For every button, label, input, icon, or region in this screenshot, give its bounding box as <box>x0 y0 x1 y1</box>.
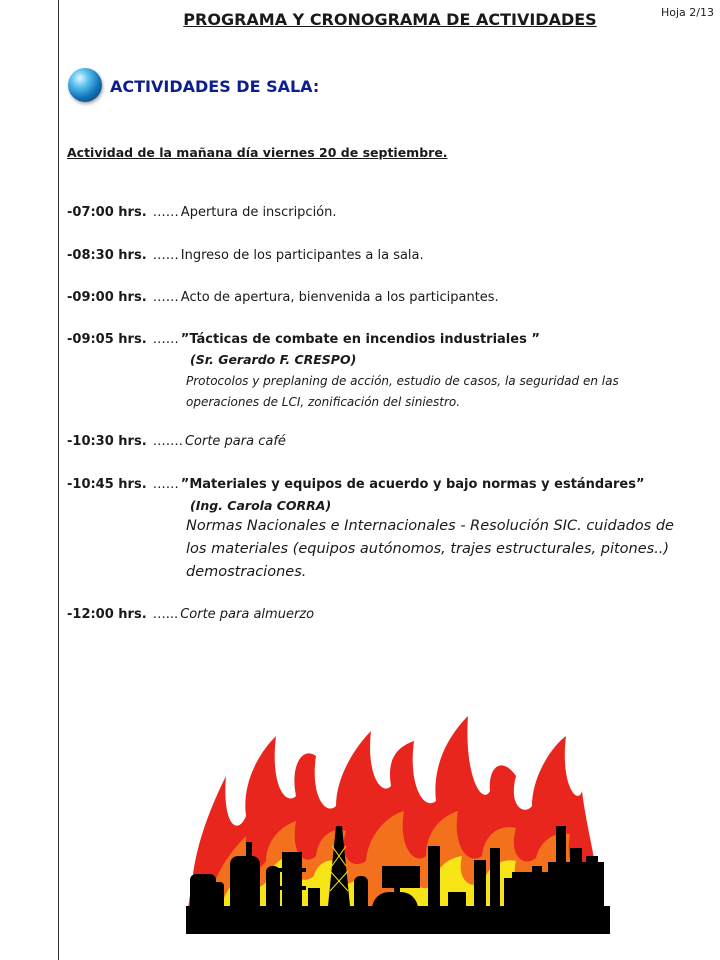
schedule-item <box>67 607 314 622</box>
schedule-item-talk <box>67 332 540 347</box>
schedule-item-talk <box>67 477 645 492</box>
talk-title: ”Materiales y equipos de acuerdo y bajo normas y estándares” <box>180 477 645 492</box>
schedule-leader: …… <box>152 332 179 347</box>
talk-detail-line: Normas Nacionales e Internacionales - Resolución SIC. cuidados de <box>186 518 674 534</box>
schedule-item <box>67 290 499 305</box>
schedule-time: -10:30 hrs. <box>67 434 147 449</box>
schedule-leader: ……. <box>152 434 183 449</box>
schedule-leader: …… <box>152 205 179 220</box>
schedule-text: Corte para almuerzo <box>180 607 315 622</box>
talk-speaker: (Ing. Carola CORRA) <box>190 498 332 513</box>
talk-detail-line: operaciones de LCI, zonificación del siniestro. <box>186 395 461 409</box>
margin-line <box>58 0 59 960</box>
schedule-text: Apertura de inscripción. <box>180 205 337 220</box>
schedule-time: -08:30 hrs. <box>67 248 147 263</box>
schedule-text: Corte para café <box>184 434 286 449</box>
schedule-time: -09:05 hrs. <box>67 332 147 347</box>
schedule-item <box>67 248 424 263</box>
talk-detail-line: los materiales (equipos autónomos, trajes estructurales, pitones..) <box>186 541 670 557</box>
talk-detail-line: demostraciones. <box>186 564 307 580</box>
schedule-leader: …… <box>152 477 179 492</box>
schedule-leader: …… <box>152 248 179 263</box>
page-title: PROGRAMA Y CRONOGRAMA DE ACTIVIDADES <box>183 10 597 29</box>
schedule-text: Acto de apertura, bienvenida a los participantes. <box>180 290 499 305</box>
schedule-leader: …... <box>152 607 179 622</box>
blue-sphere-bullet-icon <box>68 68 102 102</box>
schedule-text: Ingreso de los participantes a la sala. <box>180 248 424 263</box>
schedule-time: -07:00 hrs. <box>67 205 147 220</box>
schedule-leader: …… <box>152 290 179 305</box>
section-title: ACTIVIDADES DE SALA: <box>110 77 320 96</box>
talk-title: ”Tácticas de combate en incendios industriales ” <box>180 332 540 347</box>
schedule-item <box>67 205 337 220</box>
schedule-item <box>67 434 286 449</box>
day-subtitle: Actividad de la mañana día viernes 20 de septiembre. <box>67 145 448 160</box>
industrial-fire-illustration <box>186 716 610 934</box>
schedule-time: -09:00 hrs. <box>67 290 147 305</box>
talk-detail-line: Protocolos y preplaning de acción, estudio de casos, la seguridad en las <box>186 374 619 388</box>
schedule-time: -12:00 hrs. <box>67 607 147 622</box>
schedule-time: -10:45 hrs. <box>67 477 147 492</box>
page-number: Hoja 2/13 <box>661 6 714 19</box>
talk-speaker: (Sr. Gerardo F. CRESPO) <box>190 352 357 367</box>
